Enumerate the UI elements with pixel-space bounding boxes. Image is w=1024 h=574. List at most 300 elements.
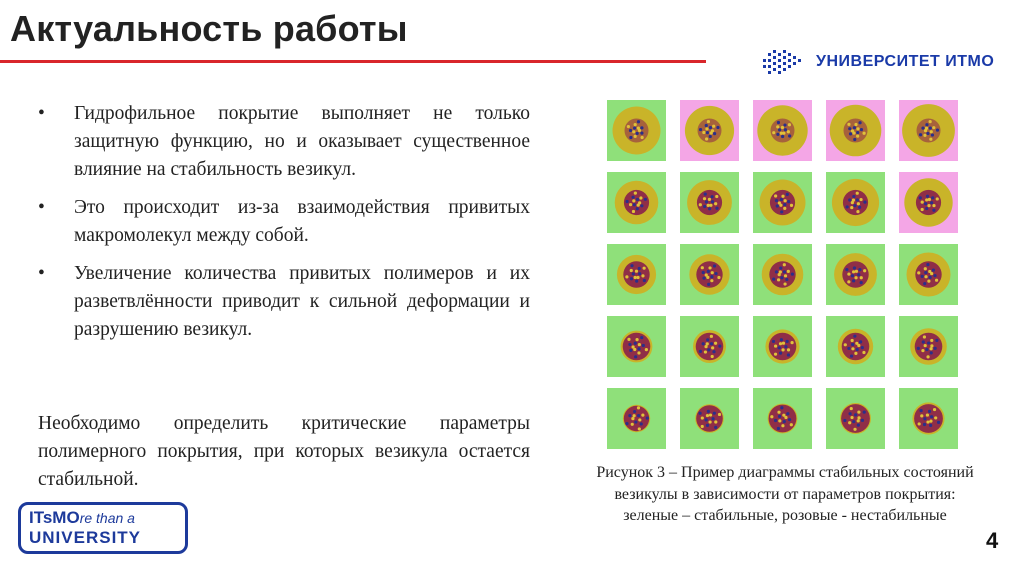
vesicle-speckle: [702, 342, 705, 345]
bullet-item: [38, 100, 530, 184]
vesicle-core: [916, 190, 941, 215]
vesicle-speckle: [632, 210, 635, 213]
vesicle-speckle: [776, 125, 779, 128]
vesicle-speckle: [629, 349, 632, 352]
vesicle-speckle: [641, 274, 644, 277]
vesicle-speckle: [637, 127, 640, 130]
vesicle-speckle: [632, 130, 635, 133]
vesicle-core: [769, 333, 797, 361]
vesicle-speckle: [852, 131, 855, 134]
vesicle-speckle: [856, 135, 859, 138]
vesicle-speckle: [923, 423, 926, 426]
diagram-cell-unstable: [753, 100, 812, 161]
vesicle-speckle: [790, 341, 793, 344]
vesicle-icon: [607, 100, 666, 161]
vesicle-speckle: [705, 137, 708, 140]
vesicle-speckle: [634, 135, 637, 138]
vesicle-speckle: [924, 267, 927, 270]
bullet-item: [38, 260, 530, 344]
vesicle-speckle: [848, 412, 851, 415]
bullet-marker: •: [38, 197, 45, 218]
vesicle-speckle: [928, 198, 931, 201]
vesicle-speckle: [775, 199, 778, 202]
vesicle-speckle: [706, 131, 709, 134]
vesicle-speckle: [701, 416, 704, 419]
vesicle-icon: [826, 172, 885, 233]
vesicle-speckle: [772, 278, 775, 281]
figure-caption: Рисунок 3 – Пример диаграммы стабильных состояний везикулы в зависимости от параметров покрытия: зеленые – стабильные, розовые - нестабильные: [596, 464, 974, 524]
conclusion-text: Необходимо определить критические параметры полимерного покрытия, при которых везикула остается стабильной.: [38, 413, 530, 490]
vesicle-speckle: [784, 199, 787, 202]
vesicle-speckle: [629, 136, 632, 139]
vesicle-speckle: [632, 199, 635, 202]
vesicle-speckle: [930, 415, 933, 418]
diagram-cell-unstable: [680, 100, 739, 161]
vesicle-icon: [899, 388, 958, 449]
vesicle-speckle: [930, 344, 933, 347]
vesicle-icon: [607, 172, 666, 233]
vesicle-speckle: [784, 128, 787, 131]
vesicle-speckle: [705, 418, 708, 421]
vesicle-speckle: [854, 352, 857, 355]
vesicle-speckle: [935, 279, 938, 282]
vesicle-speckle: [843, 419, 846, 422]
vesicle-speckle: [777, 411, 780, 414]
vesicle-speckle: [927, 204, 930, 207]
vesicle-speckle: [933, 408, 936, 411]
vesicle-speckle: [857, 424, 860, 427]
vesicle-speckle: [931, 196, 934, 199]
slide-title: Актуальность работы: [10, 8, 408, 49]
diagram-cell-unstable: [899, 172, 958, 233]
vesicle-speckle: [851, 347, 854, 350]
vesicle-speckle: [779, 267, 782, 270]
vesicle-speckle: [706, 414, 709, 417]
vesicle-speckle: [790, 423, 793, 426]
vesicle-speckle: [853, 266, 856, 269]
vesicle-speckle: [858, 206, 861, 209]
vesicle-speckle: [786, 412, 789, 415]
vesicle-speckle: [921, 275, 924, 278]
vesicle-speckle: [641, 136, 644, 139]
vesicle-speckle: [925, 207, 928, 210]
vesicle-speckle: [778, 273, 781, 276]
vesicle-speckle: [777, 427, 780, 430]
vesicle-speckle: [932, 126, 935, 129]
diagram-cell-stable: [680, 244, 739, 305]
vesicle-speckle: [852, 420, 855, 423]
vesicle-speckle: [705, 124, 708, 127]
vesicle-speckle: [634, 420, 637, 423]
vesicle-speckle: [698, 412, 701, 415]
vesicle-speckle: [847, 280, 850, 283]
vesicle-speckle: [851, 201, 854, 204]
vesicle-speckle: [926, 195, 929, 198]
vesicle-speckle: [711, 346, 714, 349]
vesicle-speckle: [630, 277, 633, 280]
vesicle-speckle: [863, 269, 866, 272]
vesicle-speckle: [636, 132, 639, 135]
vesicle-speckle: [640, 204, 643, 207]
vesicle-speckle: [930, 347, 933, 350]
vesicle-speckle: [935, 339, 938, 342]
vesicle-icon: [899, 316, 958, 377]
vesicle-speckle: [929, 420, 932, 423]
vesicle-icon: [899, 100, 958, 161]
vesicle-speckle: [926, 132, 929, 135]
vesicle-icon: [753, 100, 812, 161]
vesicle-speckle: [634, 276, 637, 279]
vesicle-speckle: [851, 343, 854, 346]
vesicle-speckle: [637, 120, 640, 123]
vesicle-speckle: [856, 131, 859, 134]
vesicle-speckle: [783, 123, 786, 126]
vesicle-speckle: [919, 133, 922, 136]
vesicle-speckle: [625, 422, 628, 425]
vesicle-speckle: [779, 352, 782, 355]
vesicle-speckle: [772, 131, 775, 134]
vesicle-speckle: [633, 348, 636, 351]
vesicle-speckle: [856, 192, 859, 195]
vesicle-speckle: [632, 272, 635, 275]
bullet-marker: •: [38, 263, 45, 284]
vesicle-speckle: [848, 127, 851, 130]
vesicle-speckle: [711, 271, 714, 274]
vesicle-speckle: [702, 277, 705, 280]
bullet-list: [38, 100, 530, 354]
vesicle-speckle: [857, 273, 860, 276]
vesicle-speckle: [706, 276, 709, 279]
vesicle-speckle: [783, 263, 786, 266]
vesicle-speckle: [859, 340, 862, 343]
vesicle-speckle: [787, 270, 790, 273]
vesicle-speckle: [851, 274, 854, 277]
vesicle-icon: [607, 244, 666, 305]
diagram-cell-stable: [607, 244, 666, 305]
vesicle-icon: [680, 172, 739, 233]
vesicle-speckle: [925, 123, 928, 126]
vesicle-speckle: [858, 268, 861, 271]
vesicle-speckle: [780, 210, 783, 213]
vesicle-icon: [753, 316, 812, 377]
vesicle-speckle: [855, 270, 858, 273]
vesicle-speckle: [856, 198, 859, 201]
vesicle-speckle: [859, 198, 862, 201]
vesicle-speckle: [643, 279, 646, 282]
vesicle-core: [625, 119, 649, 143]
vesicle-speckle: [625, 200, 628, 203]
vesicle-speckle: [642, 344, 645, 347]
vesicle-speckle: [631, 417, 634, 420]
vesicle-speckle: [776, 204, 779, 207]
vesicle-speckle: [715, 195, 718, 198]
itmo-dots-icon: [762, 47, 806, 77]
vesicle-speckle: [921, 208, 924, 211]
vesicle-speckle: [788, 123, 791, 126]
vesicle-speckle: [925, 348, 928, 351]
vesicle-speckle: [936, 197, 939, 200]
vesicle-speckle: [858, 121, 861, 124]
vesicle-stability-diagram: [607, 100, 958, 449]
vesicle-speckle: [924, 344, 927, 347]
vesicle-speckle: [634, 192, 637, 195]
bullet-text: Это происходит из-за взаимодействия привитых макромолекул между собой.: [74, 197, 530, 246]
vesicle-speckle: [643, 267, 646, 270]
vesicle-speckle: [856, 348, 859, 351]
vesicle-speckle: [930, 339, 933, 342]
vesicle-speckle: [933, 274, 936, 277]
vesicle-speckle: [628, 343, 631, 346]
vesicle-speckle: [638, 343, 641, 346]
vesicle-speckle: [630, 264, 633, 267]
bullet-text: Гидрофильное покрытие выполняет не только защитную функцию, но и оказывает существенное влияние на стабильность везикул.: [74, 103, 530, 180]
vesicle-speckle: [849, 132, 852, 135]
vesicle-speckle: [637, 406, 640, 409]
vesicle-speckle: [712, 350, 715, 353]
vesicle-speckle: [787, 130, 790, 133]
vesicle-speckle: [917, 271, 920, 274]
vesicle-speckle: [625, 275, 628, 278]
vesicle-icon: [607, 316, 666, 377]
vesicle-speckle: [640, 422, 643, 425]
vesicle-speckle: [641, 414, 644, 417]
vesicle-icon: [899, 244, 958, 305]
vesicle-speckle: [846, 205, 849, 208]
diagram-cell-stable: [753, 244, 812, 305]
vesicle-speckle: [782, 342, 785, 345]
vesicle-speckle: [787, 200, 790, 203]
vesicle-speckle: [853, 204, 856, 207]
vesicle-speckle: [782, 132, 785, 135]
vesicle-speckle: [774, 344, 777, 347]
vesicle-speckle: [929, 126, 932, 129]
vesicle-speckle: [635, 270, 638, 273]
vesicle-speckle: [924, 271, 927, 274]
vesicle-speckle: [710, 279, 713, 282]
vesicle-speckle: [636, 207, 639, 210]
vesicle-speckle: [705, 200, 708, 203]
vesicle-speckle: [714, 426, 717, 429]
vesicle-speckle: [640, 132, 643, 135]
vesicle-speckle: [699, 203, 702, 206]
vesicle-speckle: [848, 421, 851, 424]
vesicle-speckle: [631, 423, 634, 426]
vesicle-speckle: [702, 131, 705, 134]
vesicle-speckle: [709, 135, 712, 138]
footer-logo-text-light: re than a: [79, 510, 135, 526]
vesicle-speckle: [780, 276, 783, 279]
vesicle-speckle: [850, 416, 853, 419]
diagram-cell-stable: [680, 316, 739, 377]
vesicle-speckle: [717, 276, 720, 279]
vesicle-icon: [607, 388, 666, 449]
vesicle-speckle: [862, 351, 865, 354]
vesicle-speckle: [713, 412, 716, 415]
vesicle-speckle: [639, 196, 642, 199]
diagram-cell-stable: [607, 388, 666, 449]
vesicle-core: [696, 405, 723, 432]
vesicle-icon: [680, 100, 739, 161]
vesicle-speckle: [781, 135, 784, 138]
page-number: 4: [986, 528, 999, 553]
vesicle-speckle: [857, 202, 860, 205]
vesicle-speckle: [774, 419, 777, 422]
vesicle-speckle: [718, 344, 721, 347]
vesicle-speckle: [781, 126, 784, 129]
vesicle-speckle: [778, 346, 781, 349]
vesicle-core: [914, 404, 943, 433]
vesicle-speckle: [930, 130, 933, 133]
vesicle-speckle: [857, 416, 860, 419]
vesicle-speckle: [778, 419, 781, 422]
vesicle-speckle: [715, 207, 718, 210]
vesicle-icon: [826, 244, 885, 305]
vesicle-speckle: [934, 416, 937, 419]
vesicle-icon: [826, 316, 885, 377]
vesicle-speckle: [716, 126, 719, 129]
vesicle-speckle: [847, 272, 850, 275]
vesicle-core: [697, 190, 722, 215]
vesicle-speckle: [635, 279, 638, 282]
vesicle-speckle: [850, 206, 853, 209]
vesicle-speckle: [787, 348, 790, 351]
vesicle-speckle: [631, 196, 634, 199]
vesicle-speckle: [637, 414, 640, 417]
vesicle-speckle: [847, 347, 850, 350]
vesicle-speckle: [850, 354, 853, 357]
vesicle-speckle: [852, 279, 855, 282]
vesicle-speckle: [926, 263, 929, 266]
vesicle-speckle: [783, 282, 786, 285]
vesicle-speckle: [856, 210, 859, 213]
vesicle-speckle: [934, 347, 937, 350]
footer-logo-text-bold: ITsMO: [29, 508, 80, 527]
diagram-cell-stable: [607, 100, 666, 161]
vesicle-speckle: [854, 276, 857, 279]
vesicle-speckle: [852, 195, 855, 198]
vesicle-icon: [680, 244, 739, 305]
vesicle-speckle: [786, 340, 789, 343]
diagram-cell-stable: [899, 244, 958, 305]
vesicle-speckle: [924, 129, 927, 132]
vesicle-speckle: [926, 420, 929, 423]
vesicle-speckle: [929, 138, 932, 141]
vesicle-speckle: [638, 427, 641, 430]
vesicle-speckle: [633, 203, 636, 206]
vesicle-speckle: [714, 342, 717, 345]
vesicle-icon: [753, 172, 812, 233]
vesicle-speckle: [711, 195, 714, 198]
vesicle-speckle: [640, 126, 643, 129]
vesicle-speckle: [713, 264, 716, 267]
vesicle-speckle: [853, 335, 856, 338]
vesicle-speckle: [637, 347, 640, 350]
vesicle-speckle: [920, 414, 923, 417]
vesicle-speckle: [780, 198, 783, 201]
title-underline: [0, 60, 706, 63]
vesicle-speckle: [927, 279, 930, 282]
vesicle-speckle: [853, 138, 856, 141]
vesicle-speckle: [706, 338, 709, 341]
vesicle-speckle: [714, 420, 717, 423]
vesicle-speckle: [778, 415, 781, 418]
vesicle-speckle: [707, 348, 710, 351]
vesicle-icon: [680, 316, 739, 377]
vesicle-speckle: [638, 201, 641, 204]
vesicle-speckle: [706, 342, 709, 345]
vesicle-speckle: [708, 266, 711, 269]
vesicle-speckle: [627, 338, 630, 341]
vesicle-speckle: [922, 340, 925, 343]
diagram-cell-stable: [753, 316, 812, 377]
vesicle-speckle: [699, 128, 702, 131]
vesicle-speckle: [718, 413, 721, 416]
vesicle-speckle: [923, 417, 926, 420]
diagram-cell-stable: [753, 172, 812, 233]
itmo-more-than-university-logo: [18, 502, 188, 554]
vesicle-core: [771, 119, 795, 143]
diagram-cell-unstable: [899, 100, 958, 161]
vesicle-speckle: [932, 204, 935, 207]
vesicle-speckle: [781, 424, 784, 427]
vesicle-speckle: [781, 195, 784, 198]
vesicle-speckle: [638, 418, 641, 421]
vesicle-speckle: [926, 413, 929, 416]
vesicle-speckle: [714, 202, 717, 205]
vesicle-speckle: [704, 350, 707, 353]
vesicle-speckle: [634, 342, 637, 345]
vesicle-speckle: [848, 198, 851, 201]
vesicle-speckle: [710, 335, 713, 338]
vesicle-speckle: [844, 343, 847, 346]
diagram-cell-stable: [753, 388, 812, 449]
vesicle-speckle: [703, 205, 706, 208]
vesicle-speckle: [702, 271, 705, 274]
vesicle-speckle: [917, 347, 920, 350]
vesicle-speckle: [863, 411, 866, 414]
vesicle-speckle: [708, 198, 711, 201]
vesicle-speckle: [788, 418, 791, 421]
vesicle-speckle: [711, 355, 714, 358]
diagram-cell-stable: [607, 172, 666, 233]
logo-text: УНИВЕРСИТЕТ ИТМО: [816, 53, 995, 70]
vesicle-speckle: [778, 128, 781, 131]
vesicle-core: [842, 261, 868, 287]
vesicle-speckle: [774, 194, 777, 197]
diagram-cell-stable: [899, 388, 958, 449]
vesicle-speckle: [783, 207, 786, 210]
vesicle-speckle: [929, 424, 932, 427]
vesicle-speckle: [628, 414, 631, 417]
vesicle-speckle: [627, 125, 630, 128]
vesicle-speckle: [707, 270, 710, 273]
vesicle-speckle: [644, 198, 647, 201]
diagram-cell-stable: [826, 172, 885, 233]
diagram-cell-stable: [826, 244, 885, 305]
vesicle-speckle: [706, 424, 709, 427]
vesicle-speckle: [780, 406, 783, 409]
vesicle-speckle: [707, 410, 710, 413]
vesicle-speckle: [929, 276, 932, 279]
vesicle-speckle: [707, 283, 710, 286]
vesicle-speckle: [777, 121, 780, 124]
vesicle-speckle: [855, 342, 858, 345]
vesicle-speckle: [921, 127, 924, 130]
vesicle-speckle: [932, 268, 935, 271]
vesicle-speckle: [847, 123, 850, 126]
vesicle-speckle: [711, 129, 714, 132]
vesicle-core: [623, 261, 649, 287]
